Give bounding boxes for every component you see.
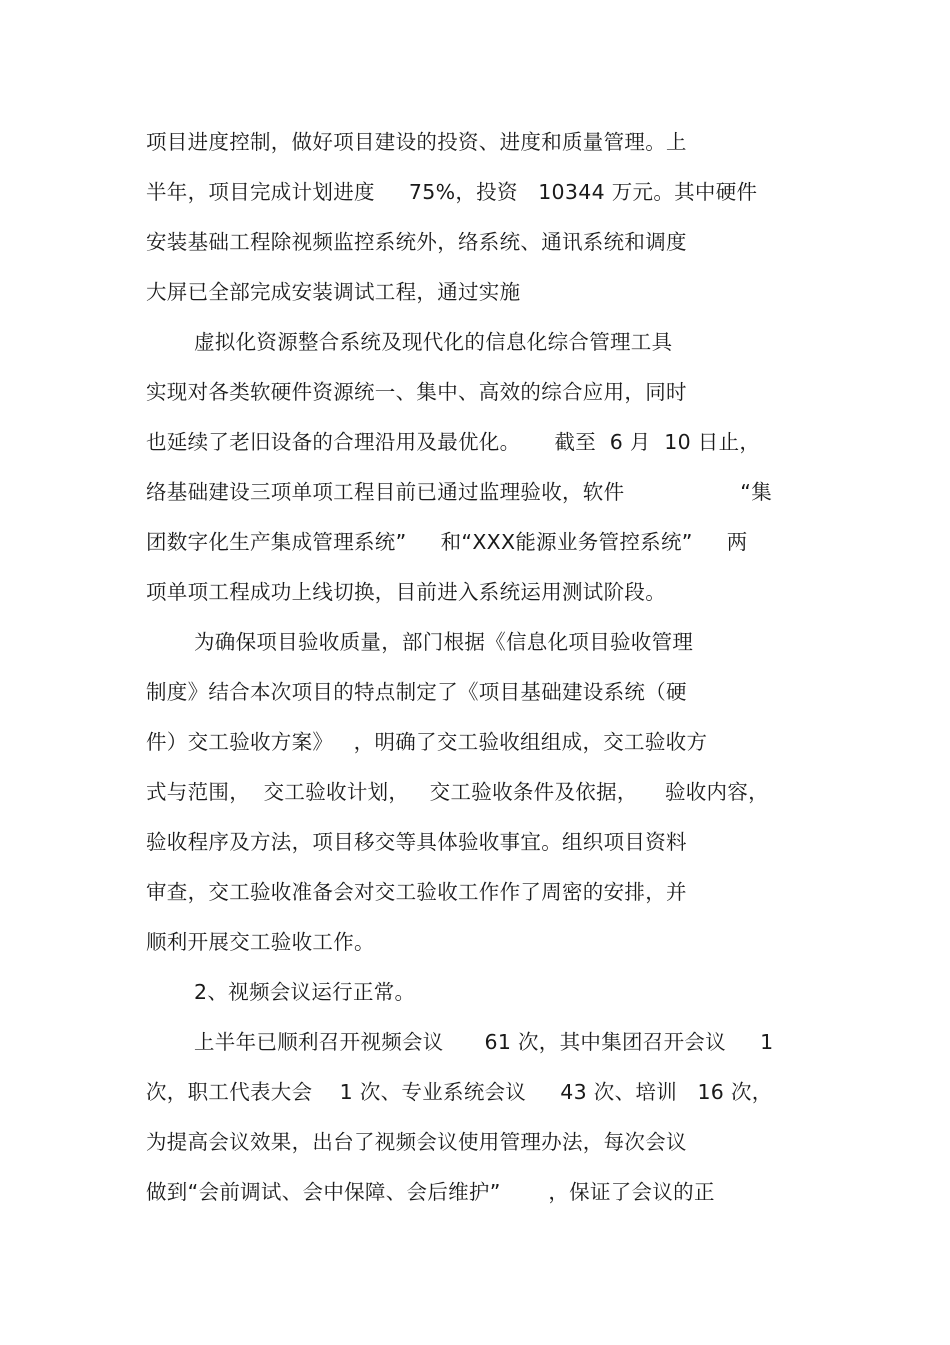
text-line: 安装基础工程除视频监控系统外，络系统、通讯系统和调度 [146, 230, 687, 254]
text-line: 半年，项目完成计划进度 75%，投资 10344 万元。其中硬件 [146, 180, 758, 204]
text-line: 为提高会议效果，出台了视频会议使用管理办法，每次会议 [146, 1130, 687, 1154]
text-line: 制度》结合本次项目的特点制定了《项目基础建设系统（硬 [146, 680, 687, 704]
text-line: 项单项工程成功上线切换，目前进入系统运用测试阶段。 [146, 580, 666, 604]
text-line: 件）交工验收方案》 ，明确了交工验收组组成，交工验收方 [146, 730, 708, 754]
text-line: 验收程序及方法，项目移交等具体验收事宜。组织项目资料 [146, 830, 687, 854]
paragraph-first-line: 为确保项目验收质量，部门根据《信息化项目验收管理 [194, 630, 694, 654]
text-line: 项目进度控制，做好项目建设的投资、进度和质量管理。上 [146, 130, 687, 154]
section-heading: 2、视频会议运行正常。 [194, 980, 416, 1004]
text-line: 团数字化生产集成管理系统” 和“XXX能源业务管控系统” 两 [146, 530, 748, 554]
text-line: 也延续了老旧设备的合理沿用及最优化。 截至 6 月 10 日止， [146, 430, 761, 454]
text-line: 做到“会前调试、会中保障、会后维护” ，保证了会议的正 [146, 1180, 715, 1204]
paragraph-first-line: 上半年已顺利召开视频会议 61 次，其中集团召开会议 1 [194, 1030, 774, 1054]
text-line: 大屏已全部完成安装调试工程，通过实施 [146, 280, 521, 304]
text-line: 实现对各类软硬件资源统一、集中、高效的综合应用，同时 [146, 380, 687, 404]
text-line: 次，职工代表大会 1 次、专业系统会议 43 次、培训 16 次， [146, 1080, 773, 1104]
text-line: 审查，交工验收准备会对交工验收工作作了周密的安排，并 [146, 880, 687, 904]
text-line: 顺利开展交工验收工作。 [146, 930, 375, 954]
paragraph-first-line: 虚拟化资源整合系统及现代化的信息化综合管理工具 [194, 330, 673, 354]
text-line: 式与范围， 交工验收计划， 交工验收条件及依据， 验收内容， [146, 780, 769, 804]
text-line: 络基础建设三项单项工程目前已通过监理验收，软件 “集 [146, 480, 772, 504]
